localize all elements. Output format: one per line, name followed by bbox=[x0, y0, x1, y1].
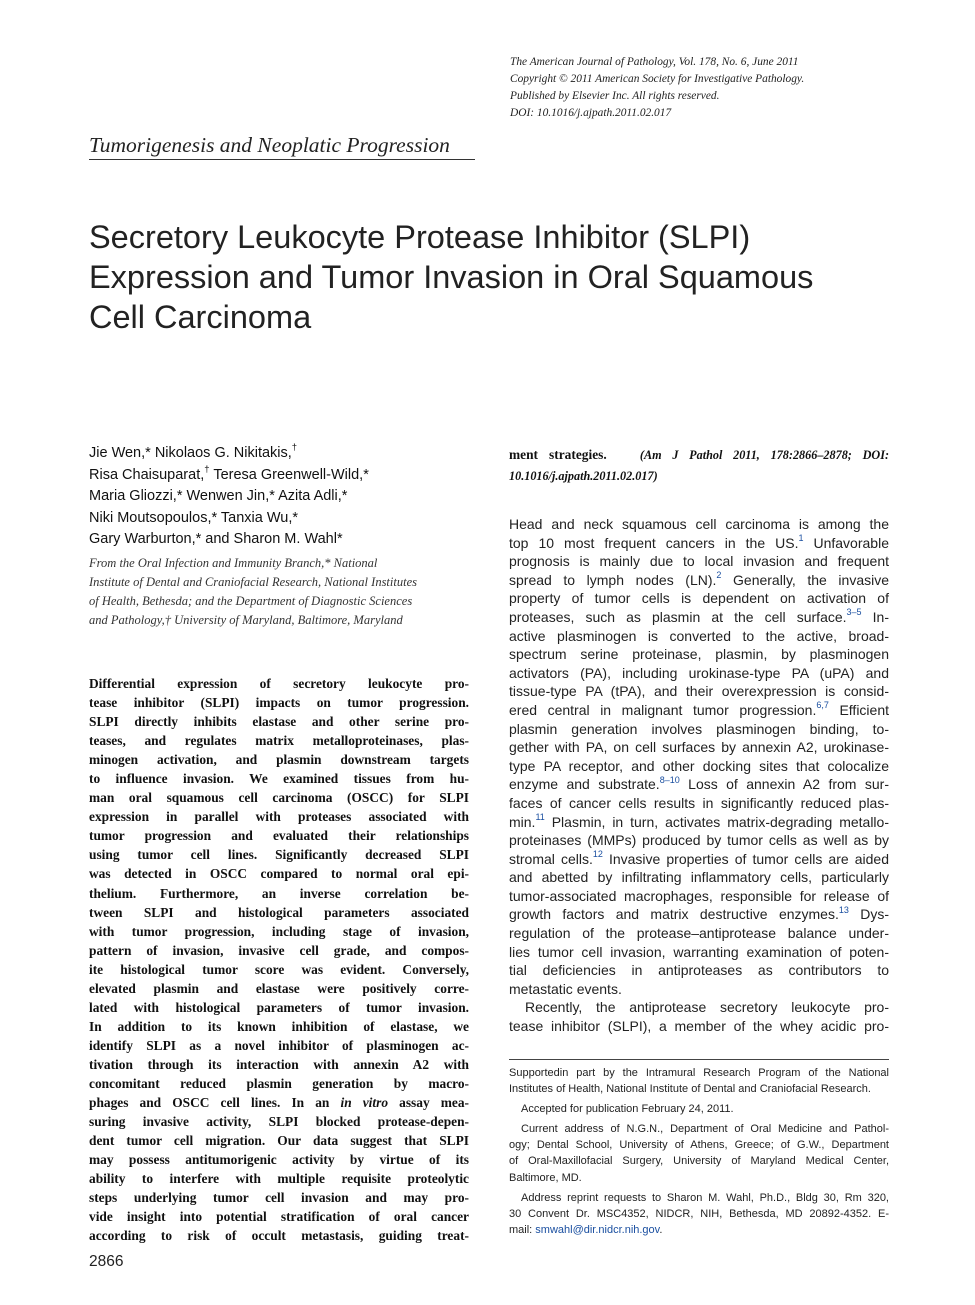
abstract-line: expression in parallel with proteases associated with bbox=[89, 809, 469, 825]
abstract-line: teases, and regulates matrix metalloproteinases, plas- bbox=[89, 733, 469, 749]
abstract-line: was detected in OSCC compared to normal oral epi- bbox=[89, 866, 469, 882]
affiliation bbox=[89, 554, 469, 630]
body-line: Recently, the antiprotease secretory leukocyte pro- bbox=[525, 999, 889, 1016]
journal-doi: DOI: 10.1016/j.ajpath.2011.02.017 bbox=[510, 107, 672, 119]
section-heading: Tumorigenesis and Neoplatic Progression bbox=[89, 133, 450, 157]
body-line: regulation of the protease–antiprotease balance under- bbox=[509, 925, 889, 942]
body-line: tumor-associated macrophages, responsible for release of bbox=[509, 887, 889, 904]
abstract-line: steps underlying tumor cell invasion and may pro- bbox=[89, 1190, 469, 1206]
author-line: Gary Warburton,* and Sharon M. Wahl* bbox=[89, 531, 343, 547]
abstract-line: using tumor cell lines. Significantly decreased SLPI bbox=[89, 847, 469, 863]
body-text bbox=[509, 515, 889, 1036]
body-line: spectrum serine proteinase, plasmin, by plasminogen bbox=[509, 646, 889, 663]
reprint-note: 30 Convent Dr. MSC4352, NIDCR, NIH, Bethesda, MD 20892-4352. E- bbox=[509, 1207, 889, 1220]
abstract-line: tivation through its interaction with annexin A2 with bbox=[89, 1056, 469, 1072]
journal-publisher: Published by Elsevier Inc. All rights reserved. bbox=[510, 90, 720, 102]
current-address-note: ogy; Dental School, University of Athens, Greece; of G.W., Department bbox=[509, 1139, 889, 1152]
journal-header bbox=[510, 54, 910, 122]
reference-citation[interactable]: 3–5 bbox=[846, 607, 862, 618]
body-line: min.$^{11}$ Plasmin, in turn, activates matrix-degrading metallo- bbox=[509, 811, 889, 830]
abstract-line: suring invasive activity, SLPI blocked protease-depen- bbox=[89, 1114, 469, 1130]
footnote-rule bbox=[509, 1059, 889, 1060]
body-line: proteinases (MMPs) produced by tumor cells as well as by bbox=[509, 832, 889, 849]
abstract-line: with tumor progression, including stage of invasion, bbox=[89, 923, 469, 939]
body-line: proteases, such as plasmin at the cell surface.$^{3-5}$ In- bbox=[509, 607, 889, 625]
abstract-line: SLPI directly inhibits elastase and other serine pro- bbox=[89, 714, 469, 730]
affiliation-line: From the Oral Infection and Immunity Branch,* National bbox=[89, 556, 378, 570]
footnotes bbox=[509, 1065, 889, 1238]
reference-citation[interactable]: 1 bbox=[798, 532, 804, 543]
reference-citation[interactable]: 13 bbox=[838, 904, 849, 915]
body-line: top 10 most frequent cancers in the US.$^1$ Unfavorable bbox=[509, 532, 889, 551]
body-line: stromal cells.$^{12}$ Invasive properties of tumor cells are aided bbox=[509, 849, 889, 867]
abstract-line: according to risk of occult metastasis, guiding treat- bbox=[89, 1228, 469, 1244]
reference-citation[interactable]: 12 bbox=[592, 849, 603, 860]
abstract-line: phages and OSCC cell lines. In an in vitro assay mea- bbox=[89, 1095, 469, 1111]
article-title bbox=[89, 217, 909, 337]
reference-citation[interactable]: 2 bbox=[716, 570, 722, 581]
body-line: type PA receptor, and other docking sites that colocalize bbox=[509, 757, 889, 774]
body-line: faces of cancer cells results in significantly reduced plas- bbox=[509, 794, 889, 811]
abstract-line: In addition to its known inhibition of elastase, we bbox=[89, 1018, 469, 1034]
body-line: prognosis is mainly due to local invasion and frequent bbox=[509, 553, 889, 570]
page-number: 2866 bbox=[89, 1253, 124, 1270]
abstract-line: dent tumor cell migration. Our data suggest that SLPI bbox=[89, 1133, 469, 1149]
reprint-note: Address reprint requests to Sharon M. Wahl, Ph.D., Bldg 30, Rm 320, bbox=[521, 1191, 889, 1204]
abstract-line: tease inhibitor (SLPI) impacts on tumor progression. bbox=[89, 695, 469, 711]
affiliation-line: and Pathology,† University of Maryland, Baltimore, Maryland bbox=[89, 613, 403, 628]
author-list bbox=[89, 443, 489, 551]
abstract bbox=[89, 674, 469, 1245]
body-line: gether with PA, on cell surfaces by annexin A2, urokinase- bbox=[509, 739, 889, 756]
abstract-line: ite histological tumor score was evident. Conversely, bbox=[89, 961, 469, 977]
author-line: Jie Wen,* Nikolaos G. Nikitakis,† bbox=[89, 442, 298, 461]
abstract-line: man oral squamous cell carcinoma (OSCC) for SLPI bbox=[89, 790, 469, 806]
body-line: active plasminogen is converted to the active, broad- bbox=[509, 627, 889, 644]
abstract-end-line: ment strategies. (Am J Pathol 2011, 178:2866–2878; DOI: bbox=[509, 447, 890, 462]
author-line: Maria Gliozzi,* Wenwen Jin,* Azita Adli,* bbox=[89, 488, 348, 504]
title-line: Expression and Tumor Invasion in Oral Squamous bbox=[89, 259, 814, 295]
email-link[interactable]: smwahl@dir.nidcr.nih.gov bbox=[535, 1223, 660, 1236]
author-line: Niki Moutsopoulos,* Tanxia Wu,* bbox=[89, 509, 299, 526]
body-line: plasmin generation involves plasminogen binding, to- bbox=[509, 720, 889, 737]
accepted-note: Accepted for publication February 24, 2011. bbox=[521, 1103, 734, 1116]
body-line: activators (PA), including urokinase-type PA (uPA) and bbox=[509, 664, 889, 681]
body-line: Head and neck squamous cell carcinoma is among the bbox=[509, 516, 889, 532]
body-line: metastatic events. bbox=[509, 980, 622, 997]
body-line: ered central in malignant tumor progression.$^{6,7}$ Efficient bbox=[509, 700, 889, 718]
abstract-line: concomitant reduced plasmin generation by macro- bbox=[89, 1075, 469, 1091]
abstract-line: lated with histological parameters of tumor invasion. bbox=[89, 999, 469, 1015]
body-line: tease inhibitor (SLPI), a member of the whey acidic pro- bbox=[509, 1018, 889, 1035]
journal-copyright: Copyright © 2011 American Society for Investigative Pathology. bbox=[510, 73, 805, 85]
title-line: Cell Carcinoma bbox=[89, 299, 312, 335]
support-note: Supportedin part by the Intramural Research Program of the National bbox=[509, 1067, 889, 1079]
abstract-line: thelium. Furthermore, an inverse correlation be- bbox=[89, 885, 469, 901]
reference-citation[interactable]: 6,7 bbox=[816, 700, 829, 711]
abstract-line: minogen activation, and plasmin downstream targets bbox=[89, 752, 469, 768]
abstract-line: to influence invasion. We examined tissues from hu- bbox=[89, 771, 469, 787]
body-line: property of tumor cells is dependent on activation of bbox=[509, 590, 889, 607]
body-line: tissue-type PA (tPA), and their overexpression is consid- bbox=[509, 683, 889, 700]
current-address-note: Current address of N.G.N., Department of Oral Medicine and Pathol- bbox=[521, 1123, 889, 1136]
abstract-line: elevated plasmin and elastase were positively corre- bbox=[89, 980, 469, 996]
reference-citation[interactable]: 11 bbox=[535, 811, 545, 822]
journal-citation: The American Journal of Pathology, Vol. 178, No. 6, June 2011 bbox=[510, 56, 799, 68]
body-line: growth factors and matrix destructive enzymes.$^{13}$ Dys- bbox=[509, 904, 889, 923]
body-line: and abetted by infiltrating inflammatory cells, particularly bbox=[509, 869, 889, 886]
current-address-note: of Oral-Maxillofacial Surgery, University of Maryland Medical Center, bbox=[509, 1155, 889, 1168]
abstract-line: may possess antitumorigenic activity by virtue of its bbox=[89, 1152, 469, 1168]
abstract-line: vide insight into potential stratification of oral cancer bbox=[89, 1209, 469, 1225]
support-note: Institutes of Health, National Institute of Dental and Craniofacial Research. bbox=[509, 1083, 871, 1096]
current-address-note: Baltimore, MD. bbox=[509, 1171, 582, 1184]
abstract-continued bbox=[509, 445, 889, 486]
affiliation-line: of Health, Bethesda; and the Department of Diagnostic Sciences bbox=[89, 594, 413, 609]
body-line: tial deficiencies in antiproteases as contributors to bbox=[509, 962, 889, 979]
abstract-line: pattern of invasion, invasive cell grade, and compos- bbox=[89, 942, 469, 958]
body-line: spread to lymph nodes (LN).$^2$ Generally, the invasive bbox=[509, 570, 889, 588]
author-line: Risa Chaisuparat,† Teresa Greenwell-Wild,* bbox=[89, 463, 369, 483]
affiliation-line: Institute of Dental and Craniofacial Research, National Institutes bbox=[89, 575, 417, 590]
abstract-line: identify SLPI as a novel inhibitor of plasminogen ac- bbox=[89, 1037, 469, 1053]
abstract-line: tumor progression and evaluated their relationships bbox=[89, 828, 469, 844]
body-line: enzyme and substrate.$^{8-10}$ Loss of annexin A2 from sur- bbox=[509, 774, 889, 793]
title-line: Secretory Leukocyte Protease Inhibitor (SLPI) bbox=[89, 219, 751, 255]
abstract-line: Differential expression of secretory leukocyte pro- bbox=[89, 676, 469, 691]
body-line: lies tumor cell invasion, warranting examination of poten- bbox=[509, 943, 889, 960]
abstract-line: ability to interfere with multiple requisite proteolytic bbox=[89, 1171, 469, 1187]
reference-citation[interactable]: 8–10 bbox=[659, 774, 680, 785]
abstract-citation-line: 10.1016/j.ajpath.2011.02.017) bbox=[509, 468, 658, 483]
section-rule bbox=[89, 159, 475, 160]
abstract-line: tween SLPI and histological parameters associated bbox=[89, 904, 469, 920]
reprint-email-line: mail: smwahl@dir.nidcr.nih.gov. bbox=[509, 1223, 663, 1236]
